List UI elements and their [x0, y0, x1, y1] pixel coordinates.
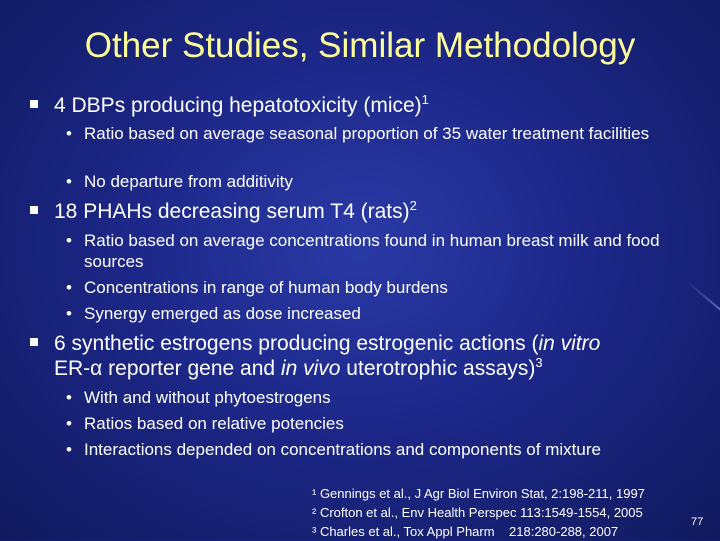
sub-item-3-1: [66, 387, 684, 408]
bullet-item-3: [30, 331, 704, 381]
ref-marker-1: 1: [421, 92, 429, 107]
reference-1: ¹ Gennings et al., J Agr Biol Environ Stat, 2:198-211, 1997: [312, 486, 645, 501]
dot-bullet-icon: •: [66, 172, 72, 191]
bullet-item-3-italic-b: in vivo: [280, 357, 341, 380]
bullet-item-3-italic-a: in vitro: [538, 332, 601, 355]
sub-item-text: No departure from additivity: [84, 172, 293, 191]
reference-3: ³ Charles et al., Tox Appl Pharm 218:280-288, 2007: [312, 524, 619, 539]
dot-bullet-icon: •: [66, 414, 72, 433]
sub-item-2-3: [66, 303, 684, 324]
dot-bullet-icon: •: [66, 124, 72, 143]
bullet-item-2-text: 18 PHAHs decreasing serum T4 (rats): [54, 200, 410, 223]
bullet-item-3-text-c: uterotrophic assays): [340, 357, 536, 380]
sub-item-text: Ratios based on relative potencies: [84, 414, 344, 433]
sub-item-3-2: [66, 413, 684, 434]
dot-bullet-icon: •: [66, 388, 72, 407]
sub-item-text: With and without phytoestrogens: [84, 388, 331, 407]
bullet-item-3-text-a: 6 synthetic estrogens producing estrogenic actions (: [54, 332, 539, 355]
square-bullet-icon: [30, 206, 38, 214]
decorative-streak: [686, 281, 720, 321]
references: [312, 484, 645, 541]
reference-2: ² Crofton et al., Env Health Perspec 113:1549-1554, 2005: [312, 505, 643, 520]
sub-item-text: Concentrations in range of human body burdens: [84, 278, 448, 297]
dot-bullet-icon: •: [66, 440, 72, 459]
slide-title: Other Studies, Similar Methodology: [84, 26, 636, 65]
bullet-item-1: [30, 93, 704, 118]
sub-item-1-2: [66, 171, 684, 192]
page-number: 77: [691, 516, 704, 528]
bullet-item-2: [30, 199, 704, 224]
sub-item-text: Synergy emerged as dose increased: [84, 304, 361, 323]
bullet-item-1-text: 4 DBPs producing hepatotoxicity (mice): [54, 94, 422, 117]
sub-item-text: Ratio based on average seasonal proportion of 35 water treatment facilities: [84, 124, 650, 143]
sub-item-2-1: [66, 230, 684, 272]
bullet-item-3-text-b: ER-α reporter gene and: [54, 357, 281, 380]
sub-item-2-2: [66, 277, 684, 298]
dot-bullet-icon: •: [66, 278, 72, 297]
dot-bullet-icon: •: [66, 304, 72, 323]
dot-bullet-icon: •: [66, 231, 72, 250]
sub-item-3-3: [66, 439, 684, 460]
square-bullet-icon: [30, 100, 38, 108]
ref-marker-2: 2: [409, 198, 417, 213]
sub-item-1-1: [66, 123, 684, 144]
ref-marker-3: 3: [535, 355, 543, 370]
square-bullet-icon: [30, 338, 38, 346]
sub-item-text: Ratio based on average concentrations found in human breast milk and food sources: [84, 231, 660, 271]
sub-item-text: Interactions depended on concentrations and components of mixture: [84, 440, 601, 459]
